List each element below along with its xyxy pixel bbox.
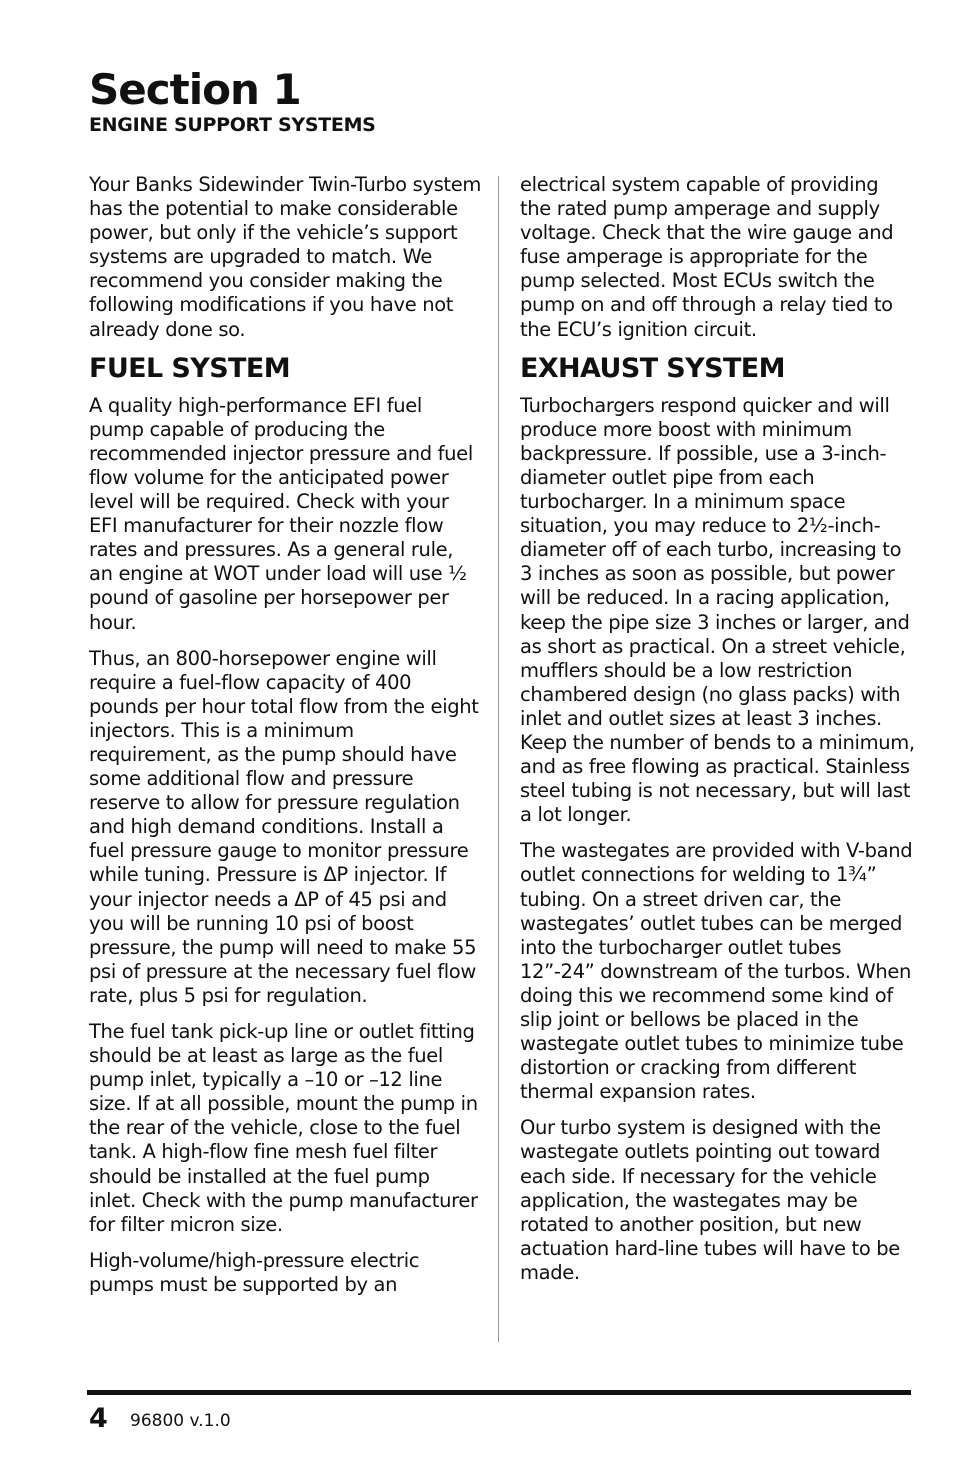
- exhaust-system-heading: EXHAUST SYSTEM: [520, 352, 785, 384]
- section-title: Section 1: [89, 65, 301, 114]
- exhaust-paragraph-3: Our turbo system is designed with the wastegate outlets pointing out toward each side. If necessary for the vehicle application, the wastegates may be rotated to another position, but new actuation hard-line tubes will have to be made.: [520, 1116, 900, 1284]
- fuel-paragraph-1: A quality high-performance EFI fuel pump capable of producing the recommended injector pressure and fuel flow volume for the anticipated power level will be required. Check with your EFI manufacturer for their nozzle flow rates and pressures. As a general rule, an engine at WOT under load will use ½ pound of gasoline per horsepower per hour.: [89, 393, 473, 634]
- right-column: [520, 173, 915, 1297]
- page-number: 4: [89, 1403, 108, 1434]
- left-column: [89, 173, 481, 1309]
- fuel-paragraph-3: The fuel tank pick-up line or outlet fitting should be at least as large as the fuel pump inlet, typically a –10 or –12 line size. If at all possible, mount the pump in the rear of the vehicle, close to the fuel tank. A high-flow fine mesh fuel filter should be installed at the fuel pump inlet. Check with the pump manufacturer for filter micron size.: [89, 1020, 478, 1236]
- fuel-system-heading: FUEL SYSTEM: [89, 352, 290, 384]
- document-id: 96800 v.1.0: [130, 1411, 231, 1431]
- footer-rule: [87, 1390, 911, 1395]
- fuel-paragraph-2: Thus, an 800-horsepower engine will require a fuel-flow capacity of 400 pounds per hour total flow from the eight injectors. This is a minimum requirement, as the pump should have some additional flow and pressure reserve to allow for pressure regulation and high demand conditions. Install a fuel pressure gauge to monitor pressure while tuning. Pressure is ΔP injector. If your injector needs a ΔP of 45 psi and you will be running 10 psi of boost pressure, the pump will need to make 55 psi of pressure at the necessary fuel flow rate, plus 5 psi for regulation.: [89, 646, 479, 1007]
- fuel-paragraph-4-continued: electrical system capable of providing the rated pump amperage and supply voltage. Check that the wire gauge and fuse amperage is appropriate for the pump selected. Most ECUs switch the pump on and off through a relay tied to the ECU’s ignition circuit.: [520, 173, 894, 341]
- section-subtitle: ENGINE SUPPORT SYSTEMS: [89, 114, 376, 136]
- exhaust-paragraph-2: The wastegates are provided with V-band outlet connections for welding to 1¾” tubing. On a street driven car, the wastegates’ outlet tubes can be merged into the turbocharger outlet tubes 12”-24” downstream of the turbos. When doing this we recommend some kind of slip joint or bellows be placed in the wastegate outlet tubes to minimize tube distortion or cracking from different thermal expansion rates.: [520, 839, 913, 1104]
- page-header: [89, 66, 376, 136]
- intro-paragraph: Your Banks Sidewinder Twin-Turbo system has the potential to make considerable power, but only if the vehicle’s support systems are upgraded to match. We recommend you consider making the following modifications if you have not already done so.: [89, 173, 481, 341]
- fuel-paragraph-4: High-volume/high-pressure electric pumps must be supported by an: [89, 1248, 420, 1296]
- exhaust-paragraph-1: Turbochargers respond quicker and will produce more boost with minimum backpressure. If possible, use a 3-inch-diameter outlet pipe from each turbocharger. In a minimum space situation, you may reduce to 2½-inch-diameter off of each turbo, increasing to 3 inches as soon as possible, but power will be reduced. In a racing application, keep the pipe size 3 inches or larger, and as short as practical. On a street vehicle, mufflers should be a low restriction chambered design (no glass packs) with inlet and outlet sizes at least 3 inches. Keep the number of bends to a minimum, and as free flowing as practical. Stainless steel tubing is not necessary, but will last a lot longer.: [520, 393, 915, 827]
- column-divider: [498, 176, 499, 1342]
